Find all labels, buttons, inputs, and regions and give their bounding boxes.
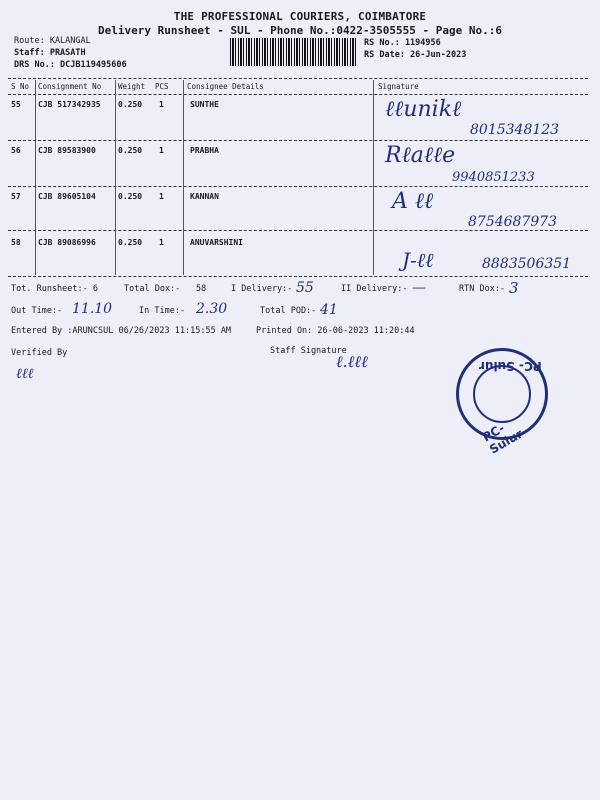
rtn-dox-value: 3	[509, 279, 519, 297]
rs-date: RS Date: 26-Jun-2023	[364, 50, 467, 60]
col-divider	[183, 80, 184, 275]
row-phone: 8754687973	[468, 214, 558, 230]
row-consignment: CJB 89086996	[38, 238, 96, 247]
signature-scribble: ℓℓunikℓ	[385, 97, 462, 122]
col-divider	[35, 80, 36, 275]
row-pcs: 1	[159, 146, 164, 155]
in-time-value: 2.30	[196, 301, 228, 317]
row-sno: 57	[11, 192, 21, 201]
ii-delivery-label: II Delivery:-	[341, 284, 408, 294]
row-consignee: ANUVARSHINI	[190, 238, 243, 247]
signature-scribble: J-ℓℓ	[402, 248, 434, 272]
stamp-bottom-text: PC- Sulur	[480, 420, 526, 457]
barcode	[230, 38, 358, 66]
row-sno: 56	[11, 146, 21, 155]
entered-by: Entered By :ARUNCSUL 06/26/2023 11:15:55 AM	[11, 326, 232, 336]
runsheet-subtitle: Delivery Runsheet - SUL - Phone No.:0422-3505555 - Page No.:6	[98, 24, 502, 37]
verified-by-label: Verified By	[11, 348, 68, 358]
in-time-label: In Time:-	[139, 306, 186, 316]
total-dox-value: 58	[196, 284, 207, 294]
verifier-signature: ℓℓℓ	[16, 366, 34, 382]
row-weight: 0.250	[118, 100, 143, 109]
row-consignment: CJB 89605104	[38, 192, 96, 201]
row-phone: 8883506351	[482, 256, 572, 272]
col-consignee: Consignee Details	[187, 82, 264, 91]
total-dox-label: Total Dox:-	[124, 284, 181, 294]
col-sno: S No	[11, 82, 30, 91]
signature-scribble: Rℓaℓℓe	[385, 143, 456, 168]
i-delivery-label: I Delivery:-	[231, 284, 293, 294]
staff-label: Staff: PRASATH	[14, 48, 86, 58]
stamp-top-text: PC- Sulur	[479, 359, 542, 373]
row-sno: 55	[11, 100, 21, 109]
row-phone: 8015348123	[470, 122, 560, 138]
row-pcs: 1	[159, 192, 164, 201]
col-consignment: Consignment No	[38, 82, 102, 91]
ii-delivery-value: —	[412, 280, 426, 296]
col-pcs: PCS	[155, 82, 169, 91]
row-consignee: KANNAN	[190, 192, 219, 201]
company-title: THE PROFESSIONAL COURIERS, COIMBATORE	[173, 10, 427, 23]
office-stamp	[456, 348, 548, 457]
printed-on: Printed On: 26-06-2023 11:20:44	[256, 326, 415, 336]
staff-signature-scribble: ℓ.ℓℓℓ	[336, 352, 368, 371]
col-weight: Weight	[118, 82, 146, 91]
col-signature: Signature	[378, 82, 419, 91]
row-pcs: 1	[159, 238, 164, 247]
out-time-value: 11.10	[72, 301, 113, 317]
header-rule	[8, 94, 588, 95]
rtn-dox-label: RTN Dox:-	[459, 284, 506, 294]
row-consignee: SUNTHE	[190, 100, 219, 109]
row-phone: 9940851233	[452, 170, 535, 185]
row-weight: 0.250	[118, 238, 143, 247]
col-divider	[115, 80, 116, 275]
row-pcs: 1	[159, 100, 164, 109]
row-rule	[8, 186, 588, 187]
row-consignment: CJB 89583900	[38, 146, 96, 155]
route-label: Route: KALANGAL	[14, 36, 91, 46]
row-rule	[8, 140, 588, 141]
i-delivery-value: 55	[296, 280, 314, 296]
table-top-rule	[8, 78, 588, 79]
total-pod-label: Total POD:-	[260, 306, 317, 316]
row-weight: 0.250	[118, 146, 143, 155]
table-bottom-rule	[8, 276, 588, 277]
total-pod-value: 41	[320, 302, 338, 318]
rs-number: RS No.: 1194956	[364, 38, 441, 48]
row-sno: 58	[11, 238, 21, 247]
out-time-label: Out Time:-	[11, 306, 63, 316]
drs-number: DRS No.: DCJB119495606	[14, 60, 127, 70]
row-weight: 0.250	[118, 192, 143, 201]
col-divider	[373, 80, 374, 275]
row-consignment: CJB 517342935	[38, 100, 101, 109]
row-rule	[8, 230, 588, 231]
tot-runsheet: Tot. Runsheet:- 6	[11, 284, 98, 294]
staff-signature-label: Staff Signature	[270, 346, 347, 356]
row-consignee: PRABHA	[190, 146, 219, 155]
signature-scribble: A ℓℓ	[392, 189, 434, 214]
